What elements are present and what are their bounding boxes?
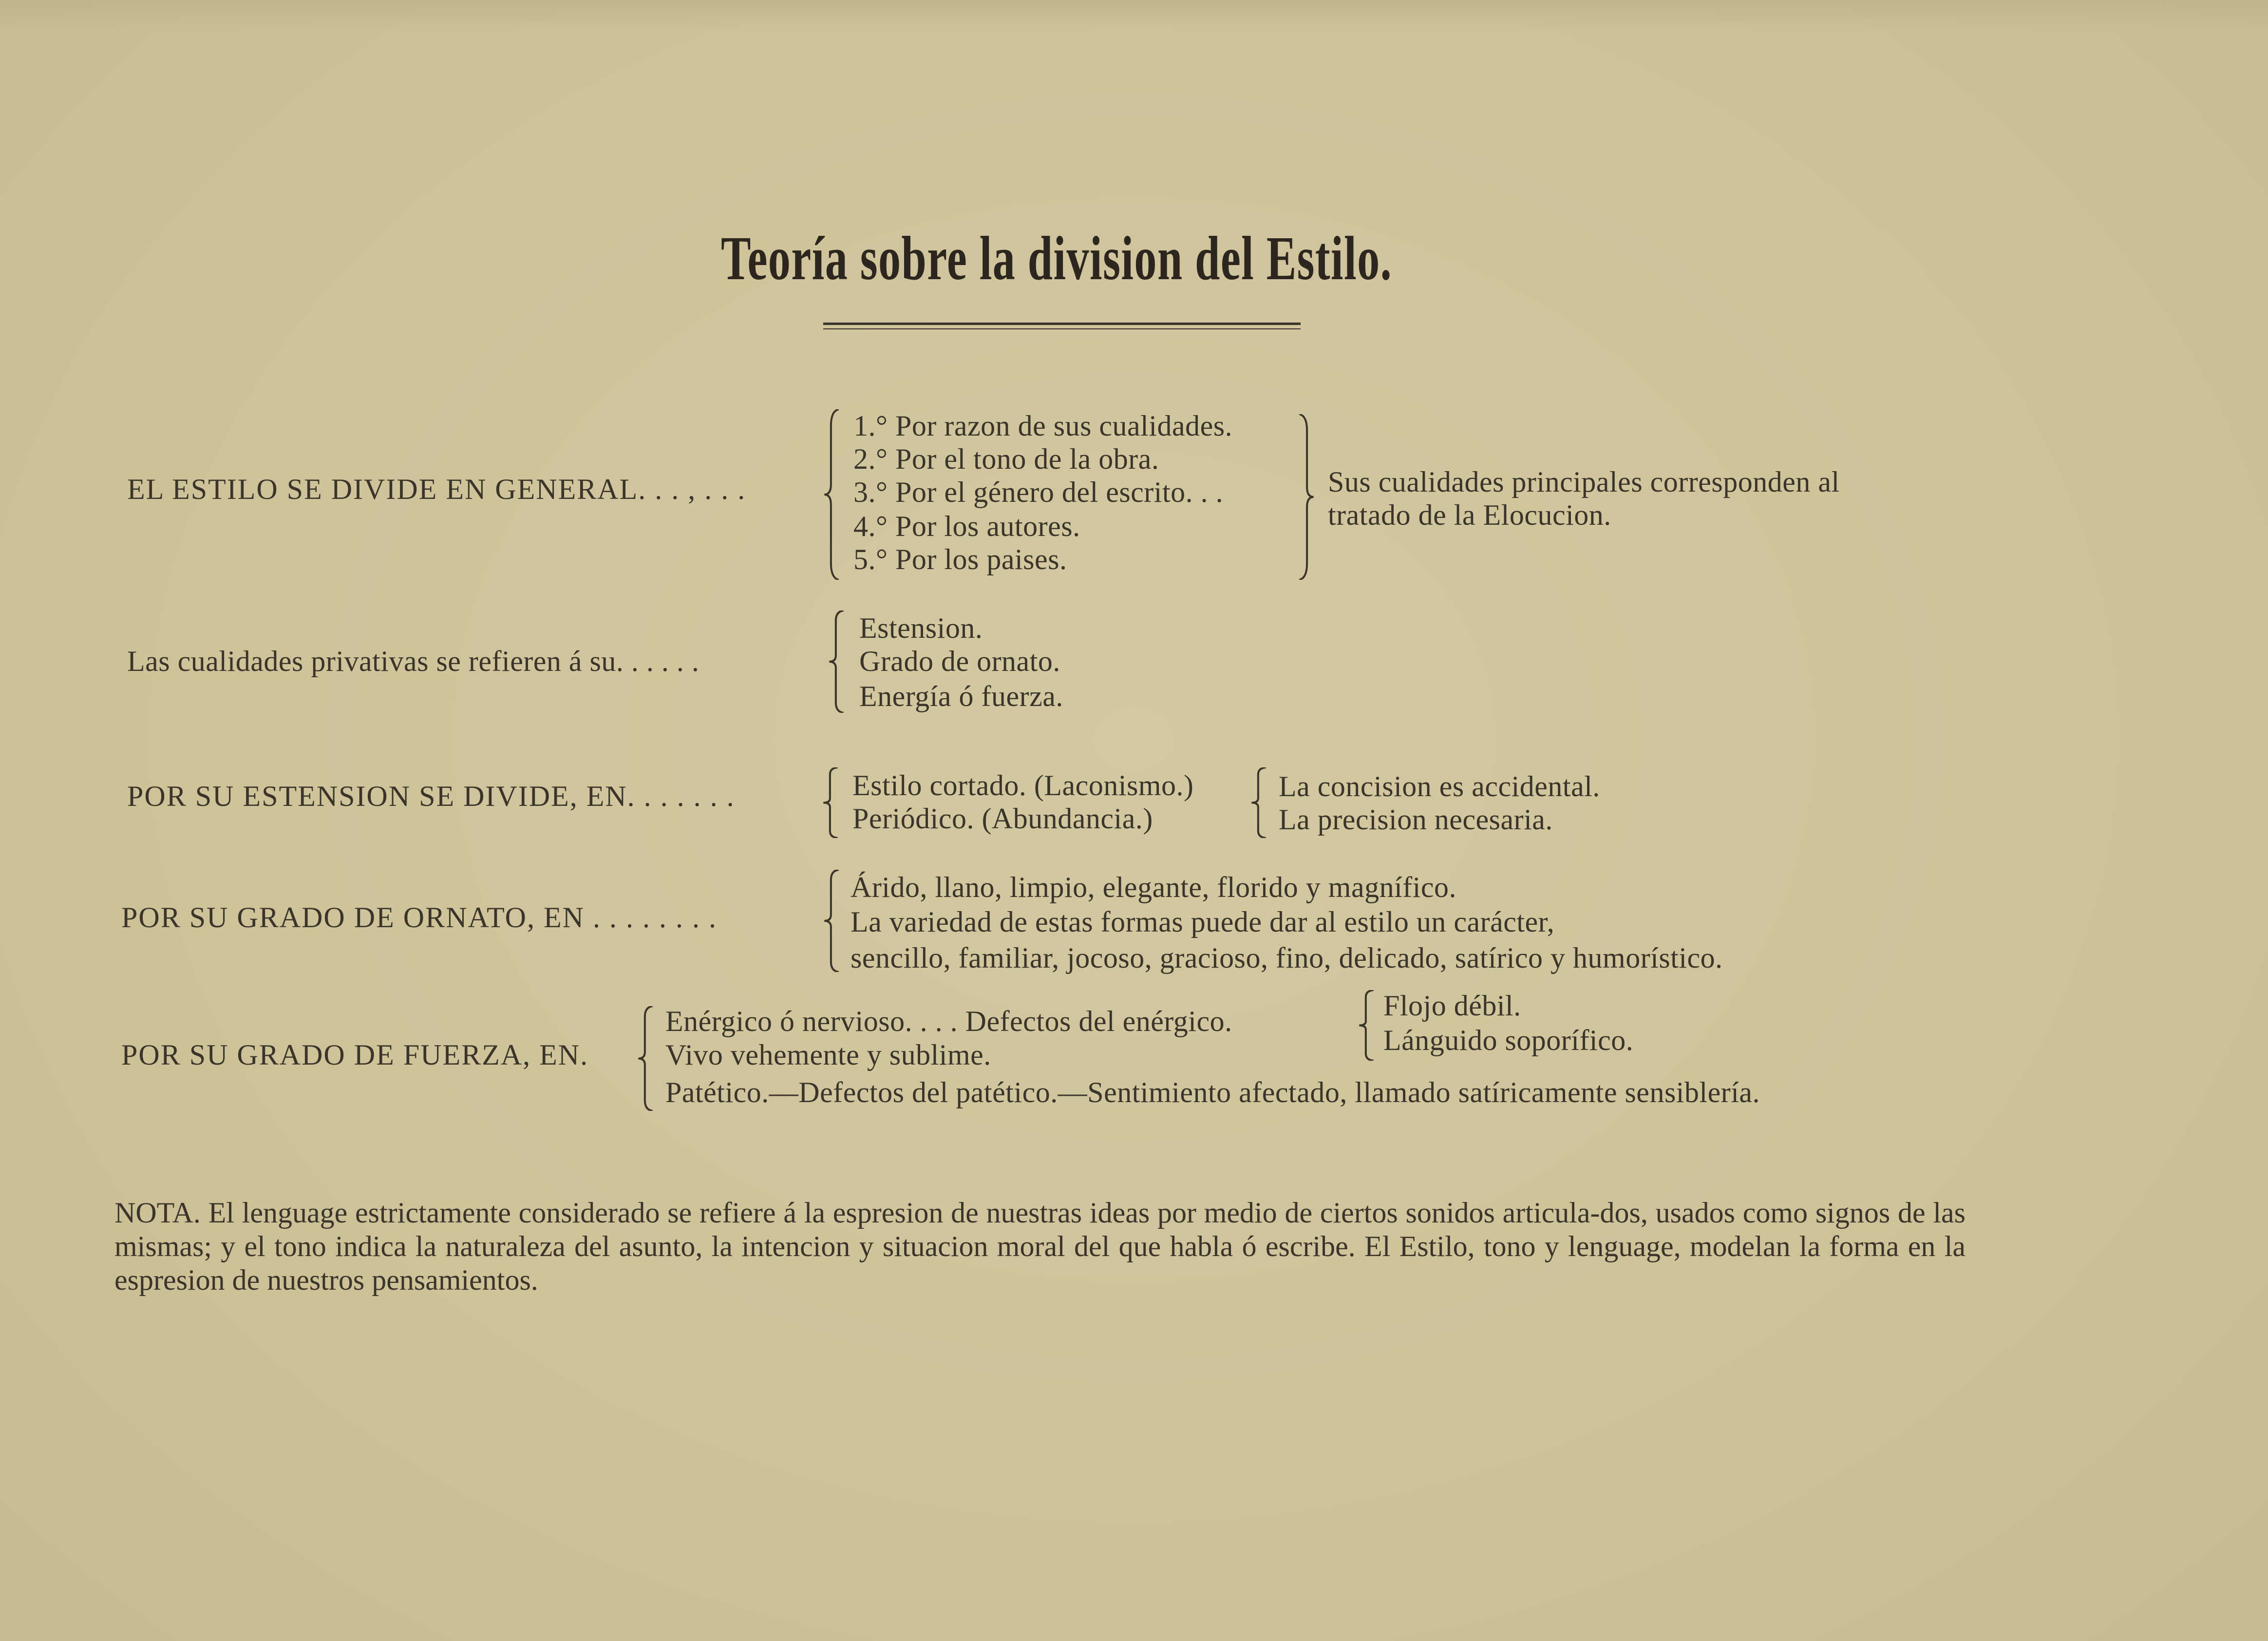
- section-note: La precision necesaria.: [1279, 803, 1553, 836]
- left-brace: [1250, 767, 1267, 838]
- list-item: 3.° Por el género del escrito. . .: [853, 476, 1224, 508]
- list-item: Energía ó fuerza.: [859, 680, 1063, 712]
- list-item: Enérgico ó nervioso. . . . Defectos del enérgico.: [665, 1005, 1232, 1037]
- list-item: Árido, llano, limpio, elegante, florido y magnífico.: [850, 871, 1457, 903]
- left-brace: [822, 767, 839, 838]
- section-label-fuerza: POR SU GRADO DE FUERZA, EN.: [121, 1039, 589, 1071]
- section-label-general: EL ESTILO SE DIVIDE EN GENERAL. . . , . . .: [127, 473, 746, 505]
- list-item: Vivo vehemente y sublime.: [665, 1039, 991, 1071]
- title-rule-thin: [823, 328, 1301, 329]
- section-note: tratado de la Elocucion.: [1328, 499, 1611, 531]
- page-shadow: [0, 0, 2268, 29]
- list-item: sencillo, familiar, jocoso, gracioso, fino, delicado, satírico y humorístico.: [850, 942, 1723, 974]
- left-brace: [823, 409, 840, 580]
- list-item: Estilo cortado. (Laconismo.): [852, 769, 1194, 801]
- list-item: Patético.—Defectos del patético.—Sentimiento afectado, llamado satíricamente sensiblería.: [665, 1076, 1760, 1108]
- title-rule-thick: [823, 323, 1301, 325]
- left-brace: [823, 870, 840, 972]
- section-label-estension: POR SU ESTENSION SE DIVIDE, EN. . . . . . .: [127, 780, 735, 812]
- left-brace: [637, 1006, 654, 1111]
- list-item: 2.° Por el tono de la obra.: [853, 443, 1159, 475]
- right-brace: [1298, 414, 1315, 580]
- nota-paragraph: NOTA. El lenguage estrictamente considerado se refiere á la espresion de nuestras ideas por medio de ciertos sonidos articula-dos, usados como signos de las mismas; y el tono indica la naturaleza del asunto, la intencion y situacion moral del que habla ó escribe. El Estilo, tono y lenguage, modelan la forma en la espresion de nuestros pensamientos.: [114, 1197, 1966, 1296]
- left-brace: [1358, 990, 1375, 1061]
- left-brace: [828, 611, 845, 713]
- list-item: 5.° Por los paises.: [853, 543, 1067, 575]
- section-note: Lánguido soporífico.: [1383, 1024, 1634, 1056]
- section-label-ornato: POR SU GRADO DE ORNATO, EN . . . . . . . .: [121, 901, 717, 934]
- list-item: Periódico. (Abundancia.): [852, 802, 1153, 835]
- section-note: La concision es accidental.: [1279, 770, 1600, 802]
- section-note: Sus cualidades principales corresponden al: [1328, 466, 1840, 498]
- list-item: 4.° Por los autores.: [853, 510, 1080, 542]
- section-label-cualidades: Las cualidades privativas se refieren á su. . . . . .: [127, 645, 699, 677]
- list-item: Estension.: [859, 612, 983, 644]
- page-title: Teoría sobre la division del Estilo.: [721, 224, 1393, 293]
- list-item: Grado de ornato.: [859, 645, 1060, 677]
- section-note: Flojo débil.: [1383, 990, 1521, 1022]
- list-item: 1.° Por razon de sus cualidades.: [853, 410, 1233, 442]
- list-item: La variedad de estas formas puede dar al estilo un carácter,: [850, 906, 1555, 938]
